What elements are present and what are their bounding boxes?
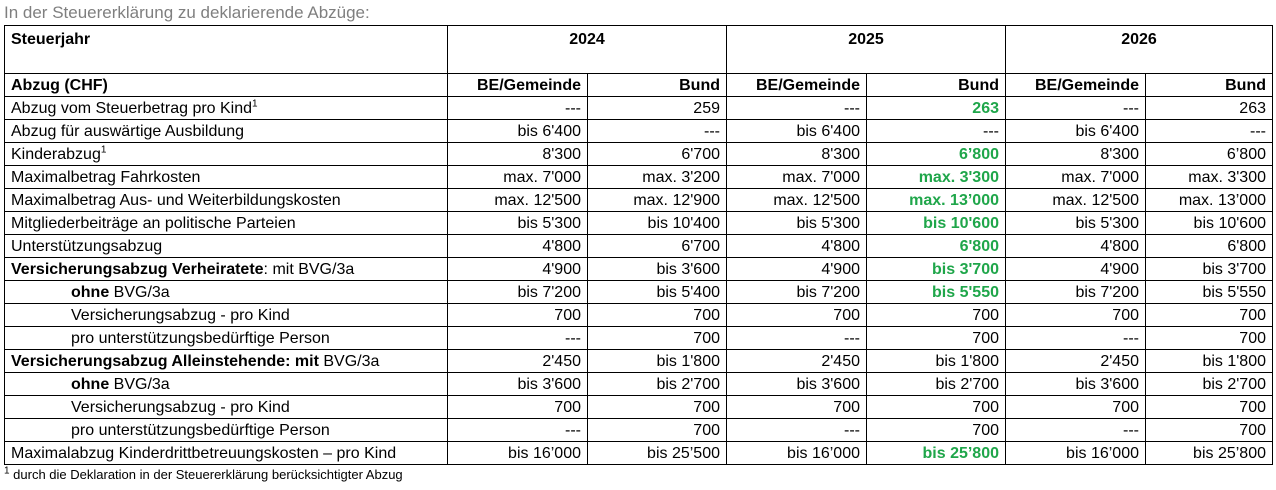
table-cell: ---	[1006, 97, 1146, 120]
table-cell: ---	[448, 327, 588, 350]
table-cell: ---	[727, 327, 867, 350]
table-cell: bis 1'800	[588, 350, 727, 373]
row-label	[5, 97, 448, 120]
row-label	[5, 396, 448, 419]
year-2024: 2024	[448, 26, 727, 74]
table-cell: ---	[1006, 327, 1146, 350]
row-label	[5, 258, 448, 281]
table-cell: bis 10'600	[1146, 212, 1273, 235]
table-cell: bis 6'400	[727, 120, 867, 143]
table-cell: bis 1'800	[867, 350, 1006, 373]
table-row	[5, 419, 1273, 442]
table-row	[5, 212, 1273, 235]
steuerjahr-label: Steuerjahr	[5, 26, 448, 74]
table-cell: 263	[1146, 97, 1273, 120]
table-cell: bis 25’800	[1146, 442, 1273, 465]
table-cell: bis 3'700	[1146, 258, 1273, 281]
column-header-row	[5, 74, 1273, 97]
row-label-text: pro unterstützungsbedürftige Person	[71, 421, 330, 439]
table-row	[5, 442, 1273, 465]
table-cell: bis 3'600	[727, 373, 867, 396]
table-cell: bis 2'700	[1146, 373, 1273, 396]
table-cell: 6’800	[1146, 143, 1273, 166]
row-label	[5, 166, 448, 189]
row-label-bold: Versicherungsabzug Alleinstehende: mit	[11, 352, 319, 370]
row-label-rest: BVG/3a	[109, 283, 170, 301]
table-cell: bis 5'550	[1146, 281, 1273, 304]
table-cell: bis 16’000	[448, 442, 588, 465]
table-cell: 700	[1146, 327, 1273, 350]
row-label-text: Kinderabzug	[11, 145, 101, 163]
table-cell: 4'800	[727, 235, 867, 258]
col-be-gemeinde-2024: BE/Gemeinde	[448, 74, 588, 97]
table-cell: 2'450	[448, 350, 588, 373]
footnote-text: durch die Deklaration in der Steuererklärung berücksichtigter Abzug	[9, 467, 403, 482]
table-cell: 700	[727, 396, 867, 419]
table-cell: bis 6'400	[1006, 120, 1146, 143]
row-label-rest: BVG/3a	[318, 352, 380, 370]
abzug-label: Abzug (CHF)	[5, 74, 448, 97]
table-cell: bis 10'600	[867, 212, 1006, 235]
table-cell: 8'300	[1006, 143, 1146, 166]
year-header-row	[5, 26, 1273, 74]
table-cell: max. 13’000	[1146, 189, 1273, 212]
row-label-text: Unterstützungsabzug	[11, 237, 163, 255]
table-cell: 2'450	[727, 350, 867, 373]
row-label-bold: ohne	[71, 375, 110, 393]
row-label	[5, 442, 448, 465]
table-cell: 4'900	[727, 258, 867, 281]
row-label	[5, 419, 448, 442]
table-cell: 8'300	[448, 143, 588, 166]
table-row	[5, 304, 1273, 327]
table-cell: 4'900	[448, 258, 588, 281]
table-cell: ---	[588, 120, 727, 143]
table-cell: 700	[867, 419, 1006, 442]
table-cell: bis 6'400	[448, 120, 588, 143]
table-cell: bis 5'400	[588, 281, 727, 304]
row-label	[5, 120, 448, 143]
table-cell: bis 5'550	[867, 281, 1006, 304]
row-label-rest: BVG/3a	[109, 375, 170, 393]
table-cell: bis 25’800	[867, 442, 1006, 465]
table-cell: bis 25’500	[588, 442, 727, 465]
col-bund-2025: Bund	[867, 74, 1006, 97]
table-row	[5, 350, 1273, 373]
table-cell: bis 2'700	[867, 373, 1006, 396]
table-cell: 6'700	[588, 235, 727, 258]
table-caption: In der Steuererklärung zu deklarierende Abzüge:	[4, 3, 370, 22]
table-cell: ---	[448, 419, 588, 442]
table-cell: bis 7'200	[1006, 281, 1146, 304]
table-cell: bis 10'400	[588, 212, 727, 235]
row-label-text: Versicherungsabzug - pro Kind	[71, 398, 290, 416]
table-cell: 700	[867, 327, 1006, 350]
row-label	[5, 373, 448, 396]
footnote	[4, 466, 403, 484]
table-cell: 700	[588, 327, 727, 350]
table-row	[5, 97, 1273, 120]
row-label-text: Abzug für auswärtige Ausbildung	[11, 122, 245, 140]
table-cell: 263	[867, 97, 1006, 120]
table-cell: 4'800	[1006, 235, 1146, 258]
table-cell: bis 1'800	[1146, 350, 1273, 373]
row-label-text: Maximalbetrag Fahrkosten	[11, 168, 201, 186]
table-cell: 700	[1006, 396, 1146, 419]
table-cell: max. 3'200	[588, 166, 727, 189]
row-label-text: pro unterstützungsbedürftige Person	[71, 329, 330, 347]
table-cell: max. 3'300	[867, 166, 1006, 189]
row-label	[5, 327, 448, 350]
row-label-text: Versicherungsabzug - pro Kind	[71, 306, 290, 324]
table-row	[5, 235, 1273, 258]
table-cell: bis 5'300	[448, 212, 588, 235]
table-cell: 700	[448, 304, 588, 327]
table-cell: max. 7'000	[1006, 166, 1146, 189]
table-cell: 700	[1146, 419, 1273, 442]
table-cell: 700	[448, 396, 588, 419]
table-cell: max. 7'000	[727, 166, 867, 189]
table-row	[5, 143, 1273, 166]
table-cell: 700	[1146, 304, 1273, 327]
table-cell: bis 7'200	[448, 281, 588, 304]
table-row	[5, 166, 1273, 189]
row-label	[5, 304, 448, 327]
table-cell: bis 3'600	[1006, 373, 1146, 396]
table-cell: bis 2'700	[588, 373, 727, 396]
col-be-gemeinde-2026: BE/Gemeinde	[1006, 74, 1146, 97]
row-label	[5, 212, 448, 235]
table-cell: bis 7'200	[727, 281, 867, 304]
row-label-rest: : mit BVG/3a	[263, 260, 355, 278]
table-row	[5, 120, 1273, 143]
table-cell: 700	[588, 419, 727, 442]
table-row	[5, 327, 1273, 350]
table-cell: 2'450	[1006, 350, 1146, 373]
table-cell: 700	[588, 396, 727, 419]
table-cell: ---	[1146, 120, 1273, 143]
row-label-text: Maximalbetrag Aus- und Weiterbildungskosten	[11, 191, 341, 209]
table-cell: ---	[727, 419, 867, 442]
table-cell: bis 3'600	[448, 373, 588, 396]
table-cell: 6'700	[588, 143, 727, 166]
table-cell: max. 12'500	[727, 189, 867, 212]
table-cell: 6'800	[1146, 235, 1273, 258]
table-cell: 8'300	[727, 143, 867, 166]
footnote-marker: 1	[100, 144, 107, 156]
row-label-text: Mitgliederbeiträge an politische Parteien	[11, 214, 296, 232]
year-2025: 2025	[727, 26, 1006, 74]
table-cell: bis 3'600	[588, 258, 727, 281]
table-cell: 4'900	[1006, 258, 1146, 281]
table-cell: ---	[1006, 419, 1146, 442]
col-bund-2026: Bund	[1146, 74, 1273, 97]
footnote-marker: 1	[4, 465, 10, 477]
table-cell: bis 16’000	[727, 442, 867, 465]
table-cell: 259	[588, 97, 727, 120]
table-row	[5, 396, 1273, 419]
table-row	[5, 373, 1273, 396]
row-label-bold: Versicherungsabzug Verheiratete	[11, 260, 264, 278]
table-cell: bis 5'300	[727, 212, 867, 235]
col-be-gemeinde-2025: BE/Gemeinde	[727, 74, 867, 97]
table-cell: 6'800	[867, 235, 1006, 258]
table-cell: ---	[448, 97, 588, 120]
table-cell: ---	[727, 97, 867, 120]
deductions-table	[4, 25, 1273, 465]
table-cell: ---	[867, 120, 1006, 143]
table-cell: 700	[867, 304, 1006, 327]
table-cell: bis 5'300	[1006, 212, 1146, 235]
year-2026: 2026	[1006, 26, 1273, 74]
row-label	[5, 235, 448, 258]
row-label	[5, 189, 448, 212]
footnote-marker: 1	[252, 98, 258, 110]
table-cell: 700	[727, 304, 867, 327]
row-label	[5, 350, 448, 373]
table-cell: max. 3'300	[1146, 166, 1273, 189]
table-cell: 700	[588, 304, 727, 327]
table-row	[5, 258, 1273, 281]
row-label-text: Abzug vom Steuerbetrag pro Kind	[11, 99, 253, 117]
table-cell: 6’800	[867, 143, 1006, 166]
table-cell: bis 16’000	[1006, 442, 1146, 465]
row-label	[5, 143, 448, 166]
table-cell: 700	[1146, 396, 1273, 419]
row-label-bold: ohne	[71, 283, 110, 301]
table-cell: 700	[1006, 304, 1146, 327]
table-cell: max. 7'000	[448, 166, 588, 189]
row-label	[5, 281, 448, 304]
col-bund-2024: Bund	[588, 74, 727, 97]
table-cell: max. 13’000	[867, 189, 1006, 212]
row-label-text: Maximalabzug Kinderdrittbetreuungskosten – pro Kind	[11, 444, 397, 462]
table-cell: max. 12'900	[588, 189, 727, 212]
table-row	[5, 189, 1273, 212]
table-cell: max. 12'500	[1006, 189, 1146, 212]
table-cell: max. 12'500	[448, 189, 588, 212]
table-cell: 4'800	[448, 235, 588, 258]
table-row	[5, 281, 1273, 304]
table-cell: bis 3'700	[867, 258, 1006, 281]
table-cell: 700	[867, 396, 1006, 419]
